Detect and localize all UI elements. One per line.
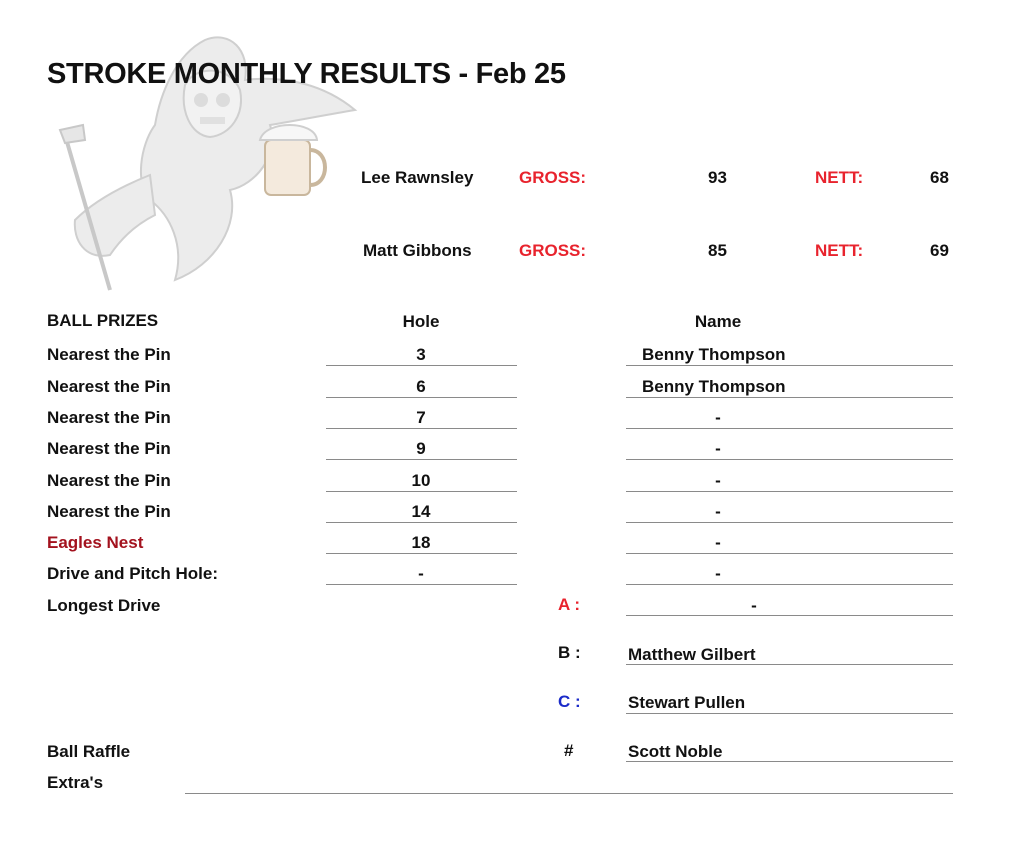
extras-underline: [185, 793, 953, 794]
page-title: STROKE MONTHLY RESULTS - Feb 25: [47, 58, 566, 90]
prize-hole: 14: [411, 502, 431, 521]
name-underline: [626, 553, 953, 554]
name-underline: [626, 397, 953, 398]
prize-label: Drive and Pitch Hole:: [47, 564, 218, 583]
nett-label: NETT:: [815, 168, 864, 187]
prize-name: Benny Thompson: [642, 377, 786, 396]
prize-name: -: [715, 564, 721, 583]
prize-hole: 3: [416, 345, 426, 364]
nett-score: 69: [930, 241, 949, 260]
name-underline: [626, 365, 953, 366]
name-underline: [626, 584, 953, 585]
ball-raffle-label: Ball Raffle: [47, 742, 131, 761]
longest-drive-name: Stewart Pullen: [628, 693, 746, 712]
prize-hole: -: [418, 564, 424, 583]
prize-label: Nearest the Pin: [47, 439, 171, 458]
prize-label: Nearest the Pin: [47, 345, 171, 364]
longest-drive-name: -: [751, 596, 757, 615]
prize-label-eagles-nest: Eagles Nest: [47, 533, 144, 552]
prize-name: Benny Thompson: [642, 345, 786, 364]
longest-drive-key-a: A :: [558, 595, 581, 614]
winner-name: Lee Rawnsley: [361, 168, 474, 187]
gross-score: 85: [708, 241, 727, 260]
longest-drive-key-c: C :: [558, 692, 581, 711]
prize-label: Nearest the Pin: [47, 471, 171, 490]
ball-prizes-heading: BALL PRIZES: [47, 311, 159, 330]
longest-drive-key-b: B :: [558, 643, 581, 662]
prize-name: -: [715, 502, 721, 521]
prize-name: -: [715, 533, 721, 552]
hole-underline: [326, 553, 517, 554]
name-underline: [626, 491, 953, 492]
hole-header: Hole: [402, 312, 440, 331]
longest-drive-label: Longest Drive: [47, 596, 161, 615]
prize-hole: 18: [411, 533, 431, 552]
nett-label: NETT:: [815, 241, 864, 260]
name-underline: [626, 761, 953, 762]
ball-raffle-name: Scott Noble: [628, 742, 723, 761]
prize-hole: 10: [411, 471, 431, 490]
prize-name: -: [715, 471, 721, 490]
prize-name: -: [715, 408, 721, 427]
prize-label: Nearest the Pin: [47, 408, 171, 427]
hole-underline: [326, 397, 517, 398]
name-underline: [626, 522, 953, 523]
hole-underline: [326, 522, 517, 523]
longest-drive-name: Matthew Gilbert: [628, 645, 756, 664]
name-underline: [626, 459, 953, 460]
hole-underline: [326, 459, 517, 460]
nett-score: 68: [930, 168, 949, 187]
prize-hole: 6: [416, 377, 426, 396]
prize-hole: 9: [416, 439, 426, 458]
prize-label: Nearest the Pin: [47, 502, 171, 521]
gross-label: GROSS:: [519, 241, 587, 260]
prize-name: -: [715, 439, 721, 458]
name-underline: [626, 615, 953, 616]
prize-label: Nearest the Pin: [47, 377, 171, 396]
extras-label: Extra's: [47, 773, 104, 792]
name-underline: [626, 428, 953, 429]
hole-underline: [326, 491, 517, 492]
hole-underline: [326, 428, 517, 429]
ball-raffle-key: #: [564, 741, 574, 760]
hole-underline: [326, 584, 517, 585]
prize-hole: 7: [416, 408, 426, 427]
name-underline: [626, 713, 953, 714]
winner-name: Matt Gibbons: [363, 241, 472, 260]
name-underline: [626, 664, 953, 665]
gross-label: GROSS:: [519, 168, 587, 187]
name-header: Name: [694, 312, 742, 331]
gross-score: 93: [708, 168, 727, 187]
hole-underline: [326, 365, 517, 366]
